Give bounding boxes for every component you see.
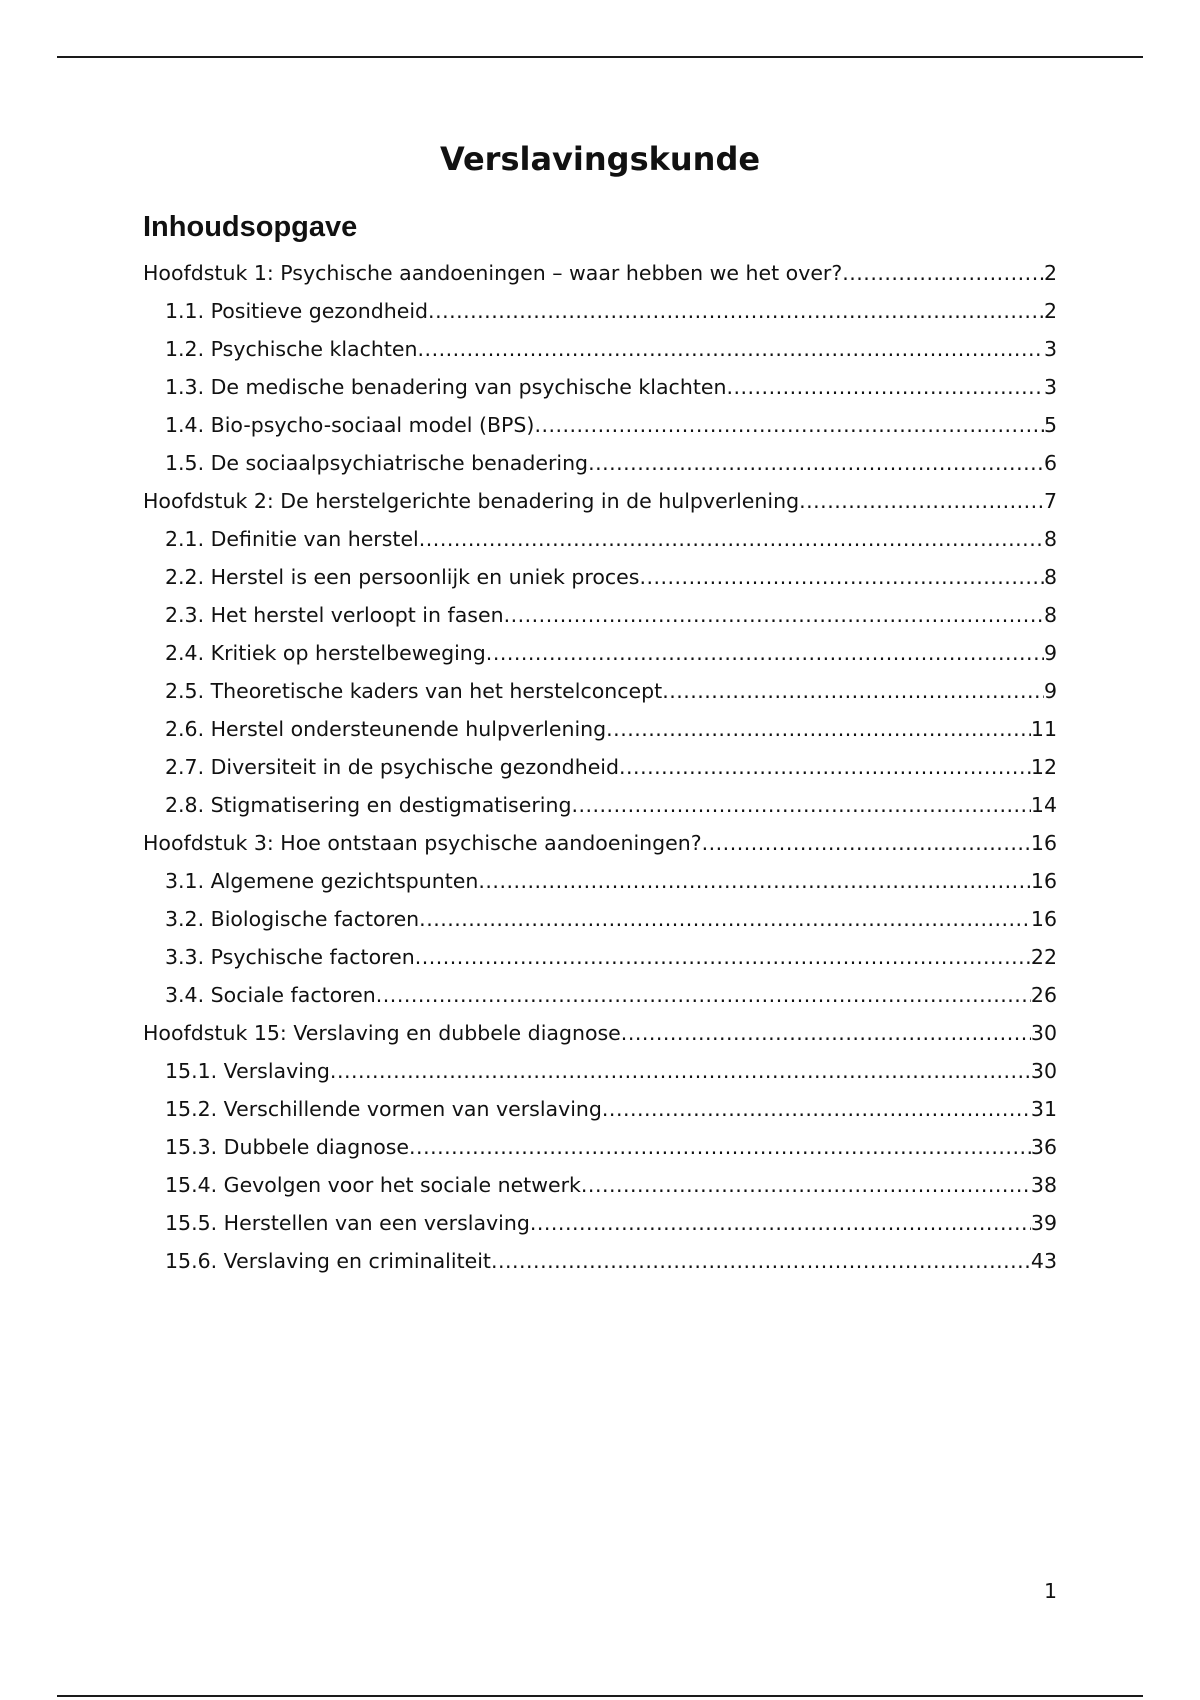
toc-dot-leader [639,558,1044,596]
toc-entry-title: 2.6. Herstel ondersteunende hulpverlening [165,717,607,741]
toc-section-entry[interactable] [143,1204,1057,1242]
toc-chapter-entry[interactable] [143,482,1057,520]
toc-dot-leader [621,1014,1031,1052]
toc-section-entry[interactable] [143,938,1057,976]
toc-dot-leader [581,1166,1031,1204]
toc-section-entry[interactable] [143,786,1057,824]
toc-entry-title: 2.3. Het herstel verloopt in fasen [165,603,504,627]
toc-entry-page: 22 [1030,945,1057,969]
toc-section-entry[interactable] [143,634,1057,672]
toc-dot-leader [419,520,1044,558]
toc-entry-title: Hoofdstuk 2: De herstelgerichte benadering in de hulpverlening [143,489,800,513]
toc-entry-page: 12 [1030,755,1057,779]
toc-dot-leader [588,444,1044,482]
toc-dot-leader [491,1242,1031,1280]
toc-entry-page: 38 [1030,1173,1057,1197]
toc-entry-title: 2.1. Definitie van herstel [165,527,419,551]
toc-entry-title: 15.3. Dubbele diagnose [165,1135,410,1159]
page-number: 1 [1043,1579,1057,1603]
toc-entry-title: 3.4. Sociale factoren [165,983,376,1007]
toc-section-entry[interactable] [143,900,1057,938]
toc-entry-page: 2 [1043,299,1057,323]
toc-entry-page: 8 [1043,603,1057,627]
toc-entry-page: 9 [1043,641,1057,665]
toc-section-entry[interactable] [143,710,1057,748]
toc-section-entry[interactable] [143,1090,1057,1128]
toc-dot-leader [606,710,1031,748]
toc-entry-title: 1.4. Bio-psycho-sociaal model (BPS) [165,413,535,437]
toc-entry-title: 1.2. Psychische klachten [165,337,418,361]
toc-dot-leader [799,482,1044,520]
toc-dot-leader [726,368,1043,406]
toc-section-entry[interactable] [143,1128,1057,1166]
toc-dot-leader [530,1204,1031,1242]
toc-entry-page: 3 [1043,375,1057,399]
toc-entry-page: 43 [1030,1249,1057,1273]
toc-dot-leader [842,254,1044,292]
toc-dot-leader [478,862,1031,900]
toc-entry-page: 16 [1030,869,1057,893]
toc-section-entry[interactable] [143,748,1057,786]
toc-entry-page: 39 [1030,1211,1057,1235]
toc-entry-page: 2 [1043,261,1057,285]
toc-entry-page: 8 [1043,565,1057,589]
toc-dot-leader [486,634,1044,672]
toc-entry-page: 6 [1043,451,1057,475]
toc-dot-leader [619,748,1031,786]
toc-section-entry[interactable] [143,862,1057,900]
toc-chapter-entry[interactable] [143,824,1057,862]
toc-section-entry[interactable] [143,368,1057,406]
toc-section-entry[interactable] [143,330,1057,368]
toc-section-entry[interactable] [143,1242,1057,1280]
toc-entry-title: 2.5. Theoretische kaders van het herstelconcept [165,679,663,703]
toc-entry-page: 16 [1030,831,1057,855]
toc-heading: Inhoudsopgave [143,211,358,243]
toc-entry-page: 31 [1030,1097,1057,1121]
toc-dot-leader [534,406,1044,444]
toc-entry-title: 15.6. Verslaving en criminaliteit [165,1249,491,1273]
toc-entry-page: 26 [1030,983,1057,1007]
toc-entry-page: 36 [1030,1135,1057,1159]
toc-entry-title: 1.5. De sociaalpsychiatrische benadering [165,451,589,475]
toc-section-entry[interactable] [143,406,1057,444]
toc-entry-title: Hoofdstuk 3: Hoe ontstaan psychische aandoeningen? [143,831,702,855]
toc-entry-page: 14 [1030,793,1057,817]
toc-dot-leader [418,330,1044,368]
toc-dot-leader [419,900,1031,938]
toc-section-entry[interactable] [143,1052,1057,1090]
toc-entry-title: 1.1. Positieve gezondheid [165,299,429,323]
footer-rule [57,1695,1143,1697]
toc-section-entry[interactable] [143,558,1057,596]
toc-entry-title: 2.4. Kritiek op herstelbeweging [165,641,486,665]
toc-entry-title: 2.8. Stigmatisering en destigmatisering [165,793,572,817]
toc-section-entry[interactable] [143,672,1057,710]
toc-section-entry[interactable] [143,976,1057,1014]
toc-entry-title: 3.3. Psychische factoren [165,945,415,969]
toc-dot-leader [571,786,1030,824]
toc-section-entry[interactable] [143,520,1057,558]
toc-dot-leader [415,938,1031,976]
toc-dot-leader [428,292,1044,330]
toc-dot-leader [702,824,1031,862]
toc-entry-title: Hoofdstuk 1: Psychische aandoeningen – waar hebben we het over? [143,261,843,285]
toc-entry-title: 2.2. Herstel is een persoonlijk en uniek proces [165,565,640,589]
document-title: Verslavingskunde [439,140,761,178]
toc-entry-title: 3.1. Algemene gezichtspunten [165,869,479,893]
toc-dot-leader [662,672,1044,710]
toc-entry-page: 5 [1043,413,1057,437]
header-rule [57,56,1143,58]
toc-chapter-entry[interactable] [143,254,1057,292]
toc-entry-title: 2.7. Diversiteit in de psychische gezondheid [165,755,620,779]
toc-entry-title: 15.4. Gevolgen voor het sociale netwerk [165,1173,581,1197]
toc-section-entry[interactable] [143,292,1057,330]
toc-entry-title: Hoofdstuk 15: Verslaving en dubbele diagnose [143,1021,621,1045]
toc-section-entry[interactable] [143,1166,1057,1204]
toc-entry-page: 16 [1030,907,1057,931]
toc-dot-leader [330,1052,1031,1090]
toc-entry-title: 15.1. Verslaving [165,1059,330,1083]
toc-entry-title: 3.2. Biologische factoren [165,907,420,931]
toc-dot-leader [409,1128,1031,1166]
toc-entry-title: 15.2. Verschillende vormen van verslaving [165,1097,602,1121]
toc-chapter-entry[interactable] [143,1014,1057,1052]
toc-entry-title: 15.5. Herstellen van een verslaving [165,1211,530,1235]
toc-entry-title: 1.3. De medische benadering van psychische klachten [165,375,727,399]
toc-entry-page: 30 [1030,1059,1057,1083]
toc-section-entry[interactable] [143,596,1057,634]
toc-dot-leader [602,1090,1031,1128]
toc-entry-page: 3 [1043,337,1057,361]
toc-entry-page: 9 [1043,679,1057,703]
toc-entry-page: 30 [1030,1021,1057,1045]
toc-entry-page: 7 [1043,489,1057,513]
toc-dot-leader [376,976,1031,1014]
table-of-contents [143,254,1057,1280]
toc-entry-page: 11 [1030,717,1057,741]
toc-entry-page: 8 [1043,527,1057,551]
toc-dot-leader [504,596,1044,634]
toc-section-entry[interactable] [143,444,1057,482]
